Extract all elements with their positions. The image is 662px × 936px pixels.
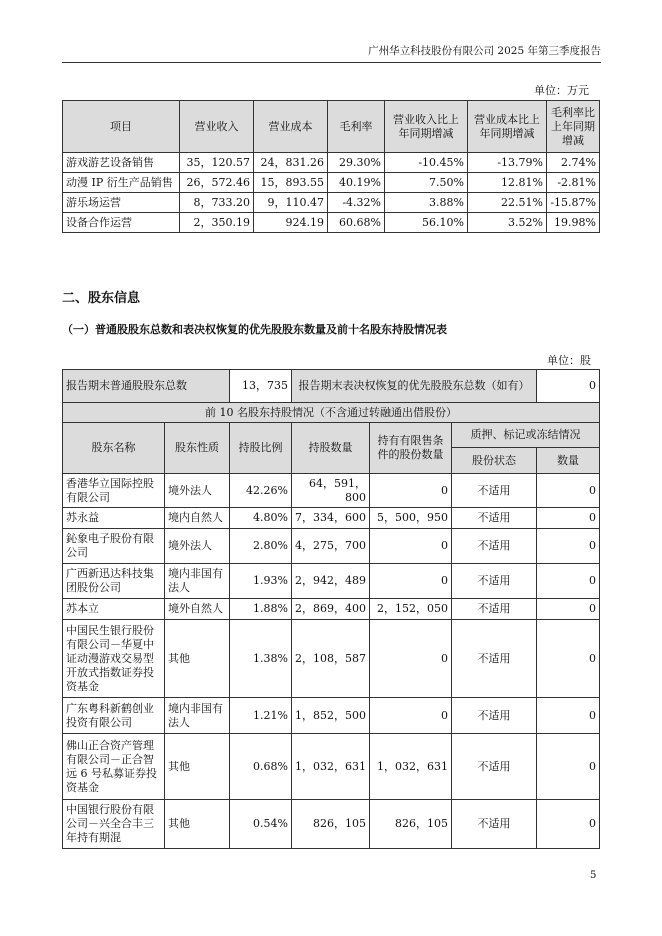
shareholder-ratio: 1.38% — [230, 620, 292, 698]
common-holders-label: 报告期末普通股股东总数 — [63, 370, 230, 403]
table-cell: 游戏游艺设备销售 — [63, 153, 180, 173]
column-header: 持有有限售条件的股份数量 — [370, 423, 452, 474]
table-cell: 3.88% — [385, 193, 468, 213]
table-cell: 29.30% — [328, 153, 385, 173]
column-header: 持股比例 — [230, 423, 292, 474]
table-cell: 19.98% — [547, 213, 600, 233]
table-cell: 924.19 — [254, 213, 328, 233]
shareholder-nature: 境内自然人 — [165, 508, 230, 529]
table-header-row — [63, 423, 600, 448]
shareholder-ratio: 1.21% — [230, 698, 292, 734]
column-header: 数量 — [537, 448, 600, 474]
shareholder-ratio: 4.80% — [230, 508, 292, 529]
page-header: 广州华立科技股份有限公司 2025 年第三季度报告 — [62, 43, 601, 63]
column-header: 营业收入 — [180, 101, 254, 153]
pref-holders-label: 报告期末表决权恢复的优先股股东总数（如有） — [292, 370, 537, 403]
table-header-row — [63, 101, 600, 153]
shareholder-ratio: 0.68% — [230, 734, 292, 800]
shareholder-restricted: 0 — [370, 529, 452, 564]
shareholder-nature: 其他 — [165, 800, 230, 849]
shareholder-nature: 其他 — [165, 620, 230, 698]
pledge-status: 不适用 — [452, 620, 537, 698]
table-row — [63, 529, 600, 564]
shareholder-table — [62, 369, 600, 849]
pledge-quantity: 0 — [537, 620, 600, 698]
shareholder-ratio: 1.93% — [230, 564, 292, 599]
shareholder-restricted: 826，105 — [370, 800, 452, 849]
pledge-status: 不适用 — [452, 734, 537, 800]
shareholder-name: 中国民生银行股份有限公司－华夏中证动漫游戏交易型开放式指数证券投资基金 — [63, 620, 165, 698]
table-cell: 动漫 IP 衍生产品销售 — [63, 173, 180, 193]
table-cell: 2，350.19 — [180, 213, 254, 233]
shareholder-count: 1，852，500 — [292, 698, 370, 734]
shareholder-count: 2，108，587 — [292, 620, 370, 698]
page-number: 5 — [590, 870, 597, 881]
table-cell: -2.81% — [547, 173, 600, 193]
pref-holders-value: 0 — [537, 370, 600, 403]
shareholder-count: 64，591，800 — [292, 474, 370, 508]
pledge-quantity: 0 — [537, 599, 600, 620]
shareholder-name: 鈊象电子股份有限公司 — [63, 529, 165, 564]
table-row — [63, 564, 600, 599]
subsection-title-shareholders: （一）普通股股东总数和表决权恢复的优先股股东数量及前十名股东持股情况表 — [62, 323, 447, 336]
shareholder-restricted: 0 — [370, 474, 452, 508]
table-cell: 3.52% — [468, 213, 547, 233]
unit-label-shares: 单位：股 — [547, 354, 591, 367]
table-row — [63, 620, 600, 698]
shareholder-count: 1，032，631 — [292, 734, 370, 800]
pledge-status: 不适用 — [452, 599, 537, 620]
shareholder-count: 4，275，700 — [292, 529, 370, 564]
table-row — [63, 193, 600, 213]
column-header: 营业成本 — [254, 101, 328, 153]
shareholder-ratio: 0.54% — [230, 800, 292, 849]
table-cell: -10.45% — [385, 153, 468, 173]
column-header: 股东名称 — [63, 423, 165, 474]
shareholder-name: 广东粤科新鹤创业投资有限公司 — [63, 698, 165, 734]
pledge-status: 不适用 — [452, 529, 537, 564]
table-row — [63, 698, 600, 734]
table-cell: 7.50% — [385, 173, 468, 193]
table-cell: 游乐场运营 — [63, 193, 180, 213]
shareholder-restricted: 0 — [370, 698, 452, 734]
table-cell: -4.32% — [328, 193, 385, 213]
pledge-quantity: 0 — [537, 508, 600, 529]
top10-title-row — [63, 403, 600, 423]
shareholder-restricted: 0 — [370, 564, 452, 599]
table-cell: 设备合作运营 — [63, 213, 180, 233]
shareholder-nature: 境内非国有法人 — [165, 698, 230, 734]
summary-row — [63, 370, 600, 403]
table-cell: 9，110.47 — [254, 193, 328, 213]
table-row — [63, 153, 600, 173]
revenue-table — [62, 100, 600, 233]
section-title-shareholders: 二、股东信息 — [62, 291, 141, 306]
pledge-status: 不适用 — [452, 564, 537, 599]
table-row — [63, 213, 600, 233]
shareholder-nature: 其他 — [165, 734, 230, 800]
pledge-quantity: 0 — [537, 734, 600, 800]
table-cell: 8，733.20 — [180, 193, 254, 213]
table-row — [63, 800, 600, 849]
unit-label-revenue: 单位：万元 — [534, 84, 589, 97]
shareholder-name: 佛山正合资产管理有限公司－正合智远 6 号私募证券投资基金 — [63, 734, 165, 800]
shareholder-nature: 境外自然人 — [165, 599, 230, 620]
pledge-quantity: 0 — [537, 800, 600, 849]
table-row — [63, 599, 600, 620]
shareholder-restricted: 5，500，950 — [370, 508, 452, 529]
table-row — [63, 734, 600, 800]
shareholder-name: 中国银行股份有限公司－兴全合丰三年持有期混 — [63, 800, 165, 849]
table-cell: 24，831.26 — [254, 153, 328, 173]
shareholder-count: 826，105 — [292, 800, 370, 849]
pledge-quantity: 0 — [537, 698, 600, 734]
table-cell: 26，572.46 — [180, 173, 254, 193]
column-header: 项目 — [63, 101, 180, 153]
pledge-status: 不适用 — [452, 698, 537, 734]
column-header: 持股数量 — [292, 423, 370, 474]
shareholder-restricted: 0 — [370, 620, 452, 698]
shareholder-name: 苏永益 — [63, 508, 165, 529]
shareholder-count: 2，869，400 — [292, 599, 370, 620]
table-row — [63, 508, 600, 529]
column-header: 毛利率比上年同期增减 — [547, 101, 600, 153]
table-cell: 60.68% — [328, 213, 385, 233]
shareholder-nature: 境内非国有法人 — [165, 564, 230, 599]
shareholder-name: 香港华立国际控股有限公司 — [63, 474, 165, 508]
table-cell: 56.10% — [385, 213, 468, 233]
shareholder-name: 广西新迅达科技集团股份公司 — [63, 564, 165, 599]
table-cell: 40.19% — [328, 173, 385, 193]
table-cell: -13.79% — [468, 153, 547, 173]
pledge-status: 不适用 — [452, 800, 537, 849]
table-row — [63, 173, 600, 193]
column-header: 质押、标记或冻结情况 — [452, 423, 600, 448]
shareholder-nature: 境外法人 — [165, 474, 230, 508]
pledge-quantity: 0 — [537, 564, 600, 599]
table-cell: -15.87% — [547, 193, 600, 213]
shareholder-nature: 境外法人 — [165, 529, 230, 564]
pledge-status: 不适用 — [452, 508, 537, 529]
shareholder-restricted: 1，032，631 — [370, 734, 452, 800]
table-row — [63, 474, 600, 508]
column-header: 营业成本比上年同期增减 — [468, 101, 547, 153]
column-header: 股份状态 — [452, 448, 537, 474]
column-header: 股东性质 — [165, 423, 230, 474]
pledge-quantity: 0 — [537, 474, 600, 508]
table-cell: 2.74% — [547, 153, 600, 173]
table-cell: 22.51% — [468, 193, 547, 213]
top10-title: 前 10 名股东持股情况（不含通过转融通出借股份） — [63, 403, 600, 423]
table-cell: 35，120.57 — [180, 153, 254, 173]
table-cell: 15，893.55 — [254, 173, 328, 193]
column-header: 毛利率 — [328, 101, 385, 153]
common-holders-value: 13，735 — [230, 370, 292, 403]
shareholder-ratio: 42.26% — [230, 474, 292, 508]
table-cell: 12.81% — [468, 173, 547, 193]
shareholder-ratio: 2.80% — [230, 529, 292, 564]
column-header: 营业收入比上年同期增减 — [385, 101, 468, 153]
shareholder-ratio: 1.88% — [230, 599, 292, 620]
pledge-status: 不适用 — [452, 474, 537, 508]
shareholder-count: 2，942，489 — [292, 564, 370, 599]
shareholder-restricted: 2，152，050 — [370, 599, 452, 620]
pledge-quantity: 0 — [537, 529, 600, 564]
shareholder-count: 7，334，600 — [292, 508, 370, 529]
shareholder-name: 苏本立 — [63, 599, 165, 620]
